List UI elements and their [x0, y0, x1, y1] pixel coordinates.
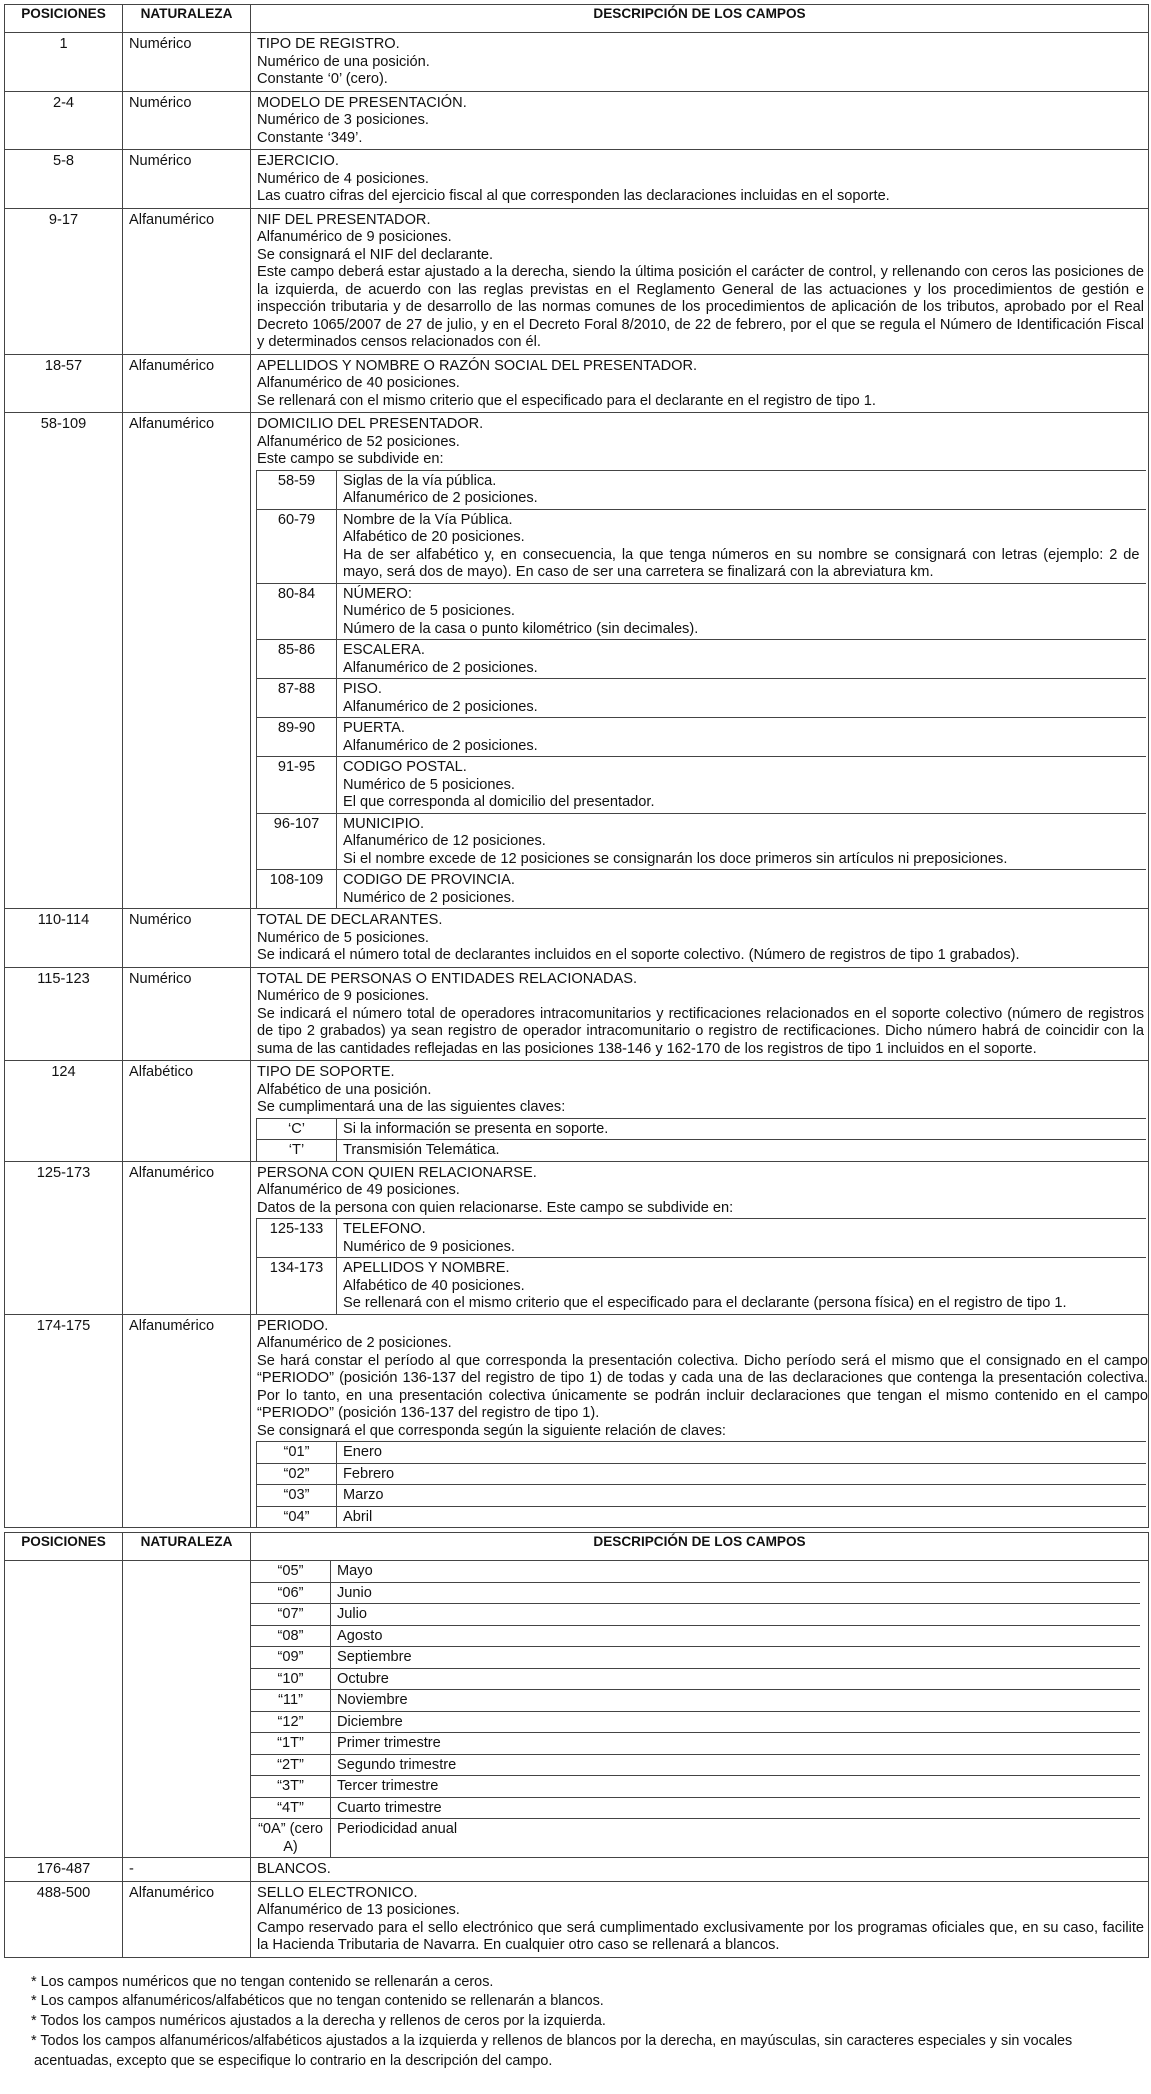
- description-line: Se consignará el que corresponda según la siguiente relación de claves:: [257, 1422, 726, 1439]
- subfield-table: [256, 1118, 1146, 1161]
- description-line: Alfanumérico de 9 posiciones.: [257, 229, 452, 245]
- subfield-code: “08”: [251, 1625, 331, 1647]
- footnote: * Todos los campos alfanuméricos/alfabéticos ajustados a la izquierda y rellenos de blancos por la derecha, en mayúsculas, sin caracteres especiales y sin vocales acentuadas, excepto que se especifique lo contrario en la descripción del campo.: [31, 2032, 1073, 2069]
- description-line: Se indicará el número total de operadores intracomunitarios y rectificaciones relacionados en el soporte colectivo (número de registros de tipo 2 grabados) ya sean registro de operador intracomunitario o registro de rectificaciones. Dicho número habrá de coincidir con la suma de las cantidades reflejadas en las posiciones 138-146 y 162-170 de los registros de tipo 1 incluidos en el soporte.: [257, 1005, 1144, 1057]
- subfield-code: “1T”: [251, 1733, 331, 1755]
- subfield-line: CODIGO POSTAL.: [343, 759, 467, 775]
- subfield-line: Febrero: [343, 1465, 395, 1482]
- description-line: Se indicará el número total de declarantes incluidos en el soporte colectivo. (Número de registros de tipo 1 grabados).: [257, 947, 1020, 963]
- subfield-line: El que corresponda al domicilio del presentador.: [343, 794, 655, 810]
- subfield-code: “11”: [251, 1690, 331, 1712]
- subfield-row: [257, 1118, 1146, 1140]
- subfield-description: [337, 1485, 1146, 1507]
- description-line: Alfanumérico de 2 posiciones.: [257, 1335, 452, 1351]
- subfield-description: [337, 679, 1146, 718]
- subfield-row: [257, 509, 1146, 583]
- subfield-line: Segundo trimestre: [337, 1756, 457, 1773]
- subfield-row: [257, 757, 1146, 814]
- field-positions: 174-175: [5, 1314, 123, 1528]
- description-line: Alfanumérico de 13 posiciones.: [257, 1902, 460, 1918]
- subfield-row: [251, 1582, 1140, 1604]
- subfield-code: 60-79: [257, 509, 337, 583]
- subfield-row: [251, 1733, 1140, 1755]
- subfield-description: [331, 1625, 1140, 1647]
- description-line: TIPO DE REGISTRO.: [257, 36, 400, 52]
- subfield-line: Ha de ser alfabético y, en consecuencia, la que tenga números en su nombre se consignará con letras (ejemplo: 2 de mayo, será dos de mayo). En caso de ser una carretera se finalizará con la abreviatura km.: [343, 546, 1140, 580]
- description-line: Constante ‘349’.: [257, 129, 363, 146]
- subfield-line: PISO.: [343, 681, 382, 697]
- footnote: * Los campos alfanuméricos/alfabéticos que no tengan contenido se rellenarán a blancos.: [31, 1993, 604, 2010]
- subfield-table: [250, 1560, 1140, 1857]
- description-line: Numérico de una posición.: [257, 53, 430, 70]
- field-type: Alfabético: [123, 1061, 251, 1162]
- subfield-row: [251, 1711, 1140, 1733]
- field-description: [251, 150, 1149, 209]
- footnotes: [4, 1973, 1144, 2072]
- subfield-row: [257, 1140, 1146, 1161]
- subfield-code: “05”: [251, 1561, 331, 1583]
- table-row: [5, 1561, 1149, 1858]
- description-line: Datos de la persona con quien relacionarse. Este campo se subdivide en:: [257, 1199, 734, 1216]
- subfield-line: NÚMERO:: [343, 585, 412, 602]
- subfield-line: Alfanumérico de 2 posiciones.: [343, 737, 538, 754]
- description-line: NIF DEL PRESENTADOR.: [257, 211, 431, 228]
- subfield-description: [337, 718, 1146, 757]
- header-naturaleza: NATURALEZA: [123, 5, 251, 33]
- subfield-line: Si la información se presenta en soporte.: [343, 1120, 609, 1137]
- subfield-row: [257, 1506, 1146, 1527]
- header-naturaleza: NATURALEZA: [123, 1533, 251, 1561]
- description-line: SELLO ELECTRONICO.: [257, 1884, 418, 1901]
- subfield-code: “02”: [257, 1463, 337, 1485]
- subfield-line: PUERTA.: [343, 720, 405, 736]
- subfield-line: TELEFONO.: [343, 1221, 426, 1237]
- subfield-description: [337, 583, 1146, 640]
- subfield-description: [331, 1561, 1140, 1583]
- field-positions: 115-123: [5, 967, 123, 1061]
- description-line: PERIODO.: [257, 1317, 329, 1334]
- subfield-code: 91-95: [257, 757, 337, 814]
- subfield-row: [257, 1258, 1146, 1314]
- subfield-line: Número de la casa o punto kilométrico (sin decimales).: [343, 620, 699, 637]
- table-row: [5, 1314, 1149, 1528]
- header-descripcion: DESCRIPCIÓN DE LOS CAMPOS: [251, 5, 1149, 33]
- subfield-table: [256, 1218, 1146, 1314]
- subfield-row: [257, 679, 1146, 718]
- subfield-code: 96-107: [257, 813, 337, 870]
- subfield-row: [251, 1647, 1140, 1669]
- subfield-line: Tercer trimestre: [337, 1778, 439, 1794]
- subfield-description: [337, 509, 1146, 583]
- subfield-row: [257, 583, 1146, 640]
- subfield-row: [251, 1625, 1140, 1647]
- field-positions: 488-500: [5, 1881, 123, 1957]
- description-line: Alfanumérico de 49 posiciones.: [257, 1182, 460, 1198]
- subfield-code: ‘C’: [257, 1118, 337, 1140]
- description-line: APELLIDOS Y NOMBRE O RAZÓN SOCIAL DEL PRESENTADOR.: [257, 357, 698, 374]
- subfield-line: Diciembre: [337, 1713, 403, 1730]
- subfield-line: CODIGO DE PROVINCIA.: [343, 872, 515, 888]
- field-description: [251, 1314, 1149, 1528]
- subfield-code: “2T”: [251, 1754, 331, 1776]
- subfield-row: [251, 1604, 1140, 1626]
- field-positions: 58-109: [5, 413, 123, 909]
- subfield-description: [337, 1219, 1146, 1258]
- subfield-line: Alfabético de 40 posiciones.: [343, 1277, 525, 1294]
- subfield-row: [257, 640, 1146, 679]
- subfield-row: [257, 718, 1146, 757]
- subfield-line: Se rellenará con el mismo criterio que el especificado para el declarante (persona física) en el registro de tipo 1.: [343, 1295, 1067, 1311]
- description-line: Numérico de 9 posiciones.: [257, 988, 429, 1004]
- table-row: [5, 91, 1149, 150]
- subfield-line: Alfanumérico de 2 posiciones.: [343, 698, 538, 715]
- subfield-row: [251, 1819, 1140, 1858]
- table-row: [5, 150, 1149, 209]
- field-description: [251, 1561, 1149, 1858]
- table-row: [5, 208, 1149, 354]
- field-description: [251, 967, 1149, 1061]
- subfield-description: [337, 1463, 1146, 1485]
- subfield-line: Alfabético de 20 posiciones.: [343, 529, 525, 545]
- subfield-description: [331, 1733, 1140, 1755]
- field-positions: 18-57: [5, 354, 123, 413]
- header-row: [5, 1533, 1149, 1561]
- subfield-row: [257, 1485, 1146, 1507]
- subfield-description: [331, 1647, 1140, 1669]
- description-line: Constante ‘0’ (cero).: [257, 71, 388, 87]
- field-description: [251, 1858, 1149, 1882]
- field-type: Alfanumérico: [123, 413, 251, 909]
- subfield-code: 87-88: [257, 679, 337, 718]
- subfield-code: “12”: [251, 1711, 331, 1733]
- subfield-description: [337, 813, 1146, 870]
- subfield-line: Alfanumérico de 2 posiciones.: [343, 659, 538, 676]
- subfield-description: [337, 1506, 1146, 1527]
- subfield-row: [257, 1463, 1146, 1485]
- header-row: [5, 5, 1149, 33]
- subfield-row: [251, 1776, 1140, 1798]
- subfield-table: [256, 1441, 1146, 1527]
- field-positions: [5, 1561, 123, 1858]
- subfield-line: Si el nombre excede de 12 posiciones se consignarán los doce primeros sin artículos ni preposiciones.: [343, 850, 1008, 867]
- description-line: Numérico de 5 posiciones.: [257, 929, 429, 946]
- subfield-line: Cuarto trimestre: [337, 1799, 442, 1816]
- description-line: PERSONA CON QUIEN RELACIONARSE.: [257, 1164, 537, 1181]
- table-row: [5, 1858, 1149, 1882]
- table-row: [5, 1161, 1149, 1314]
- description-line: Numérico de 3 posiciones.: [257, 112, 429, 128]
- subfield-row: [251, 1754, 1140, 1776]
- subfield-row: [257, 813, 1146, 870]
- description-line: Las cuatro cifras del ejercicio fiscal al que corresponden las declaraciones incluidas en el soporte.: [257, 188, 890, 204]
- subfield-code: “01”: [257, 1442, 337, 1464]
- subfield-line: Numérico de 2 posiciones.: [343, 889, 515, 906]
- subfield-description: [337, 1442, 1146, 1464]
- field-type: Alfanumérico: [123, 1881, 251, 1957]
- subfield-code: “07”: [251, 1604, 331, 1626]
- table-row: [5, 1881, 1149, 1957]
- field-type: Numérico: [123, 909, 251, 968]
- subfield-description: [337, 757, 1146, 814]
- subfield-description: [331, 1690, 1140, 1712]
- description-line: TIPO DE SOPORTE.: [257, 1064, 395, 1080]
- subfield-code: 108-109: [257, 870, 337, 909]
- field-description: [251, 354, 1149, 413]
- subfield-line: Octubre: [337, 1670, 389, 1687]
- spec-table-1: [4, 4, 1149, 1528]
- subfield-code: “06”: [251, 1582, 331, 1604]
- subfield-row: [251, 1797, 1140, 1819]
- subfield-code: “09”: [251, 1647, 331, 1669]
- subfield-row: [251, 1561, 1140, 1583]
- field-description: [251, 1881, 1149, 1957]
- description-line: Se consignará el NIF del declarante.: [257, 246, 494, 263]
- subfield-code: ‘T’: [257, 1140, 337, 1161]
- subfield-description: [331, 1797, 1140, 1819]
- subfield-line: MUNICIPIO.: [343, 815, 425, 832]
- description-line: Alfabético de una posición.: [257, 1081, 432, 1098]
- subfield-line: Alfanumérico de 12 posiciones.: [343, 833, 546, 849]
- subfield-row: [257, 470, 1146, 509]
- header-descripcion: DESCRIPCIÓN DE LOS CAMPOS: [251, 1533, 1149, 1561]
- subfield-description: [337, 1140, 1146, 1161]
- subfield-code: “3T”: [251, 1776, 331, 1798]
- subfield-description: [331, 1582, 1140, 1604]
- description-line: Campo reservado para el sello electrónico que será cumplimentado exclusivamente por los programas oficiales que, en su caso, facilite la Hacienda Tributaria de Navarra. En cualquier otro caso se rellenará a blancos.: [257, 1919, 1144, 1953]
- subfield-code: 89-90: [257, 718, 337, 757]
- field-type: Alfanumérico: [123, 1314, 251, 1528]
- table-row: [5, 909, 1149, 968]
- description-line: Se cumplimentará una de las siguientes claves:: [257, 1099, 566, 1115]
- field-type: Numérico: [123, 33, 251, 92]
- subfield-line: Siglas de la vía pública.: [343, 472, 497, 489]
- field-type: -: [123, 1858, 251, 1882]
- subfield-line: Numérico de 5 posiciones.: [343, 776, 515, 793]
- subfield-description: [331, 1776, 1140, 1798]
- table-body-2: [5, 1561, 1149, 1958]
- description-line: MODELO DE PRESENTACIÓN.: [257, 94, 467, 111]
- field-description: [251, 208, 1149, 354]
- header-posiciones: POSICIONES: [5, 5, 123, 33]
- subfield-code: 134-173: [257, 1258, 337, 1314]
- subfield-code: “03”: [257, 1485, 337, 1507]
- subfield-table: [256, 470, 1146, 909]
- field-description: [251, 91, 1149, 150]
- description-line: Se hará constar el período al que corresponda la presentación colectiva. Dicho período será el mismo que el consignado en el campo “PERIODO” (posición 136-137 del registro de tipo 1) de todas y cada una de las declaraciones que contenga la presentación colectiva. Por lo tanto, en una presentación colectiva únicamente se podrán incluir declaraciones que tengan el mismo contenido en el campo “PERIODO” (posición 136-137 del registro de tipo 1).: [257, 1352, 1148, 1421]
- subfield-description: [337, 640, 1146, 679]
- subfield-line: Abril: [343, 1508, 373, 1525]
- subfield-line: Marzo: [343, 1487, 384, 1503]
- subfield-description: [331, 1668, 1140, 1690]
- subfield-line: Numérico de 5 posiciones.: [343, 603, 515, 619]
- header-posiciones: POSICIONES: [5, 1533, 123, 1561]
- field-description: [251, 33, 1149, 92]
- table-row: [5, 1061, 1149, 1162]
- subfield-line: Primer trimestre: [337, 1735, 441, 1751]
- subfield-line: APELLIDOS Y NOMBRE.: [343, 1260, 510, 1276]
- subfield-description: [337, 870, 1146, 909]
- footnote: * Los campos numéricos que no tengan contenido se rellenarán a ceros.: [31, 1973, 494, 1990]
- subfield-row: [257, 1442, 1146, 1464]
- field-positions: 5-8: [5, 150, 123, 209]
- subfield-line: Transmisión Telemática.: [343, 1142, 500, 1158]
- subfield-line: Agosto: [337, 1627, 383, 1644]
- field-description: [251, 413, 1149, 909]
- field-type: Alfanumérico: [123, 1161, 251, 1314]
- subfield-line: Septiembre: [337, 1649, 412, 1665]
- field-positions: 176-487: [5, 1858, 123, 1882]
- description-line: TOTAL DE DECLARANTES.: [257, 912, 443, 928]
- subfield-line: Julio: [337, 1606, 368, 1622]
- subfield-description: [337, 1258, 1146, 1314]
- field-positions: 1: [5, 33, 123, 92]
- subfield-code: “10”: [251, 1668, 331, 1690]
- subfield-code: 85-86: [257, 640, 337, 679]
- subfield-row: [251, 1668, 1140, 1690]
- description-line: Alfanumérico de 52 posiciones.: [257, 433, 460, 450]
- subfield-description: [331, 1604, 1140, 1626]
- description-line: BLANCOS.: [257, 1861, 331, 1877]
- description-line: EJERCICIO.: [257, 153, 339, 169]
- description-line: Este campo se subdivide en:: [257, 451, 444, 467]
- description-line: DOMICILIO DEL PRESENTADOR.: [257, 416, 484, 432]
- field-positions: 110-114: [5, 909, 123, 968]
- spec-table-2: [4, 1532, 1149, 1958]
- subfield-description: [337, 470, 1146, 509]
- field-positions: 125-173: [5, 1161, 123, 1314]
- subfield-line: Noviembre: [337, 1692, 408, 1708]
- field-positions: 9-17: [5, 208, 123, 354]
- field-type: [123, 1561, 251, 1858]
- table-row: [5, 413, 1149, 909]
- subfield-code: “04”: [257, 1506, 337, 1527]
- subfield-code: “0A” (cero A): [251, 1819, 331, 1858]
- subfield-code: 80-84: [257, 583, 337, 640]
- subfield-line: Periodicidad anual: [337, 1821, 458, 1837]
- description-line: TOTAL DE PERSONAS O ENTIDADES RELACIONADAS.: [257, 970, 638, 987]
- field-description: [251, 909, 1149, 968]
- subfield-description: [331, 1819, 1140, 1858]
- description-line: Este campo deberá estar ajustado a la derecha, siendo la última posición el carácter de control, y rellenando con ceros las posiciones de la izquierda, de acuerdo con las reglas previstas en el Reglamento General de las actuaciones y los procedimientos de gestión e inspección tributaria y de desarrollo de las normas comunes de los procedimientos de aplicación de los tributos, aprobado por el Real Decreto 1065/2007 de 27 de julio, y en el Decreto Foral 8/2010, de 22 de febrero, por el que se regula el Número de Identificación Fiscal y determinados censos relacionados con él.: [257, 264, 1144, 350]
- subfield-row: [257, 1219, 1146, 1258]
- subfield-row: [257, 870, 1146, 909]
- subfield-code: 58-59: [257, 470, 337, 509]
- field-type: Alfanumérico: [123, 208, 251, 354]
- subfield-line: ESCALERA.: [343, 642, 425, 658]
- field-positions: 2-4: [5, 91, 123, 150]
- subfield-line: Alfanumérico de 2 posiciones.: [343, 490, 538, 506]
- subfield-row: [251, 1690, 1140, 1712]
- field-type: Alfanumérico: [123, 354, 251, 413]
- description-line: Alfanumérico de 40 posiciones.: [257, 375, 460, 391]
- field-description: [251, 1161, 1149, 1314]
- subfield-description: [331, 1711, 1140, 1733]
- subfield-line: Junio: [337, 1584, 372, 1601]
- subfield-code: 125-133: [257, 1219, 337, 1258]
- description-line: Numérico de 4 posiciones.: [257, 170, 429, 187]
- table-row: [5, 33, 1149, 92]
- subfield-line: Mayo: [337, 1563, 373, 1579]
- subfield-line: Numérico de 9 posiciones.: [343, 1238, 515, 1255]
- subfield-description: [331, 1754, 1140, 1776]
- subfield-description: [337, 1118, 1146, 1140]
- field-type: Numérico: [123, 150, 251, 209]
- field-type: Numérico: [123, 967, 251, 1061]
- field-type: Numérico: [123, 91, 251, 150]
- table-body-1: [5, 33, 1149, 1528]
- description-line: Se rellenará con el mismo criterio que el especificado para el declarante en el registro de tipo 1.: [257, 392, 876, 409]
- table-row: [5, 354, 1149, 413]
- field-positions: 124: [5, 1061, 123, 1162]
- table-row: [5, 967, 1149, 1061]
- subfield-line: Enero: [343, 1444, 382, 1460]
- subfield-code: “4T”: [251, 1797, 331, 1819]
- field-description: [251, 1061, 1149, 1162]
- footnote: * Todos los campos numéricos ajustados a la derecha y rellenos de ceros por la izquierda.: [31, 2013, 606, 2030]
- subfield-line: Nombre de la Vía Pública.: [343, 511, 513, 528]
